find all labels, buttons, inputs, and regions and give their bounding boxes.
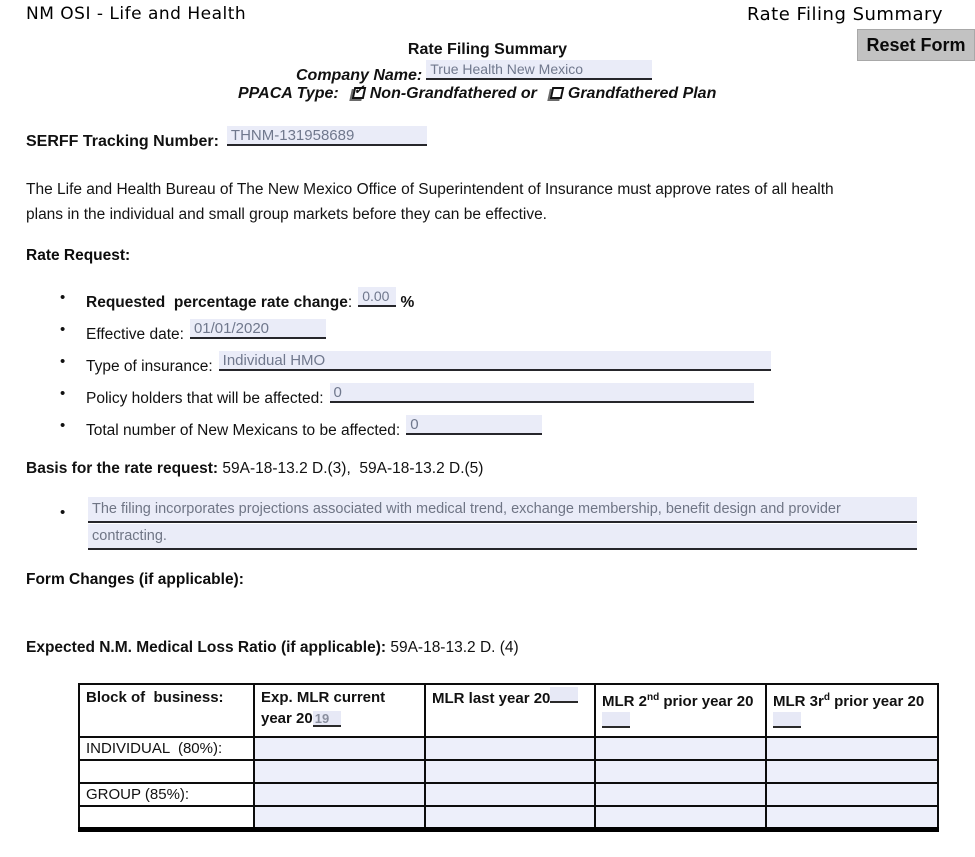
table-header-row xyxy=(79,684,938,737)
company-name-label: Company Name: xyxy=(296,67,423,84)
intro-paragraph: The Life and Health Bureau of The New Mexico Office of Superintendent of Insurance must approve rates of all health plans in the individual and small group markets before they can be effective. xyxy=(26,181,834,223)
doc-header-left: NM OSI - Life and Health xyxy=(26,4,247,24)
rate-change-label: Requested percentage rate change xyxy=(86,294,348,311)
row-label-group: GROUP (85%): xyxy=(79,783,254,806)
mlr-cell-r1c4[interactable] xyxy=(766,760,938,783)
serff-tracking-number-field[interactable]: THNM-131958689 xyxy=(227,126,427,146)
non-grandfathered-label: Non-Grandfathered or xyxy=(369,85,537,102)
list-item-effective-date xyxy=(60,319,920,345)
form-changes-heading: Form Changes (if applicable): xyxy=(26,571,244,588)
mlr-cell-r1c2[interactable] xyxy=(425,760,595,783)
basis-statute-refs: 59A-18-13.2 D.(3), 59A-18-13.2 D.(5) xyxy=(222,460,484,477)
effective-date-field[interactable]: 01/01/2020 xyxy=(190,319,326,339)
list-item-total-affected xyxy=(60,415,920,441)
new-mexicans-affected-field[interactable]: 0 xyxy=(406,415,542,435)
mlr-cell-r3c1[interactable] xyxy=(254,806,425,829)
grandfathered-label: Grandfathered Plan xyxy=(567,85,717,102)
mlr-cell-r3c4[interactable] xyxy=(766,806,938,829)
table-row-blank-2 xyxy=(79,806,938,829)
mlr-cell-individual-2nd[interactable] xyxy=(595,737,766,760)
second-prior-year-field[interactable] xyxy=(602,712,630,728)
list-item-policy-holders xyxy=(60,383,920,409)
effective-date-label: Effective date: xyxy=(86,326,184,343)
mlr-cell-r1c3[interactable] xyxy=(595,760,766,783)
insurance-type-label: Type of insurance: xyxy=(86,358,213,375)
rate-change-field[interactable]: 0.00 xyxy=(358,287,396,307)
non-grandfathered-checkbox-icon[interactable] xyxy=(351,82,367,99)
basis-note-field[interactable] xyxy=(88,497,917,550)
reset-form-button[interactable]: Reset Form xyxy=(857,29,975,61)
expected-mlr-label: Expected N.M. Medical Loss Ratio (if applicable): xyxy=(26,639,387,656)
mlr-table xyxy=(78,683,939,832)
mlr-cell-individual-last[interactable] xyxy=(425,737,595,760)
basis-label: Basis for the rate request: xyxy=(26,460,219,477)
doc-header-right: Rate Filing Summary xyxy=(747,4,944,25)
policy-holders-field[interactable]: 0 xyxy=(330,383,754,403)
row-label-blank-1 xyxy=(79,760,254,783)
checkmark-icon: ✓ xyxy=(352,82,367,97)
basis-note-line-1[interactable]: The filing incorporates projections associated with medical trend, exchange membership, benefit design and provider xyxy=(88,497,917,523)
mlr-cell-group-last[interactable] xyxy=(425,783,595,806)
page-title: Rate Filing Summary xyxy=(407,41,568,58)
row-label-blank-2 xyxy=(79,806,254,829)
table-row-blank-1 xyxy=(79,760,938,783)
row-label-individual: INDIVIDUAL (80%): xyxy=(79,737,254,760)
col-header-mlr-2nd-prior: MLR 2nd prior year 20 xyxy=(595,684,766,737)
list-item-insurance-type xyxy=(60,351,920,377)
percent-suffix: % xyxy=(400,294,415,311)
basis-line xyxy=(26,460,483,478)
basis-note-bullet: • xyxy=(60,504,66,521)
mlr-cell-r3c2[interactable] xyxy=(425,806,595,829)
ppaca-type-label: PPACA Type: xyxy=(238,85,339,102)
basis-note-line-2[interactable]: contracting. xyxy=(88,524,917,550)
table-row-group xyxy=(79,783,938,806)
list-item-rate-change xyxy=(60,287,920,313)
type-of-insurance-field[interactable]: Individual HMO xyxy=(219,351,771,371)
total-affected-label: Total number of New Mexicans to be affected: xyxy=(86,422,401,439)
expected-mlr-line xyxy=(26,639,519,657)
mlr-cell-r1c1[interactable] xyxy=(254,760,425,783)
col-header-mlr-last-year: MLR last year 20 xyxy=(425,684,595,737)
rate-request-list xyxy=(60,287,920,447)
col-header-block-of-business: Block of business: xyxy=(79,684,254,737)
mlr-cell-group-2nd[interactable] xyxy=(595,783,766,806)
company-name-line xyxy=(296,60,652,85)
mlr-cell-group-current[interactable] xyxy=(254,783,425,806)
expected-mlr-statute-ref: 59A-18-13.2 D. (4) xyxy=(390,639,519,656)
table-row-individual xyxy=(79,737,938,760)
grandfathered-checkbox-icon[interactable] xyxy=(550,87,565,99)
col-header-exp-mlr-current: Exp. MLR current year 20 19 xyxy=(254,684,425,737)
company-name-field[interactable]: True Health New Mexico xyxy=(426,60,652,80)
rate-request-heading: Rate Request: xyxy=(26,247,131,264)
serff-line xyxy=(26,126,427,151)
mlr-cell-group-3rd[interactable] xyxy=(766,783,938,806)
ppaca-type-line xyxy=(238,82,717,103)
current-year-field[interactable]: 19 xyxy=(313,711,341,727)
mlr-cell-individual-3rd[interactable] xyxy=(766,737,938,760)
serff-label: SERFF Tracking Number: xyxy=(26,133,219,150)
mlr-cell-r3c3[interactable] xyxy=(595,806,766,829)
col-header-mlr-3rd-prior: MLR $3r^d$ prior year 20 xyxy=(766,684,938,737)
rate-change-separator: : xyxy=(347,294,353,311)
last-year-field[interactable] xyxy=(550,687,578,703)
mlr-cell-individual-current[interactable] xyxy=(254,737,425,760)
policy-holders-label: Policy holders that will be affected: xyxy=(86,390,324,407)
third-prior-year-field[interactable] xyxy=(773,712,801,728)
